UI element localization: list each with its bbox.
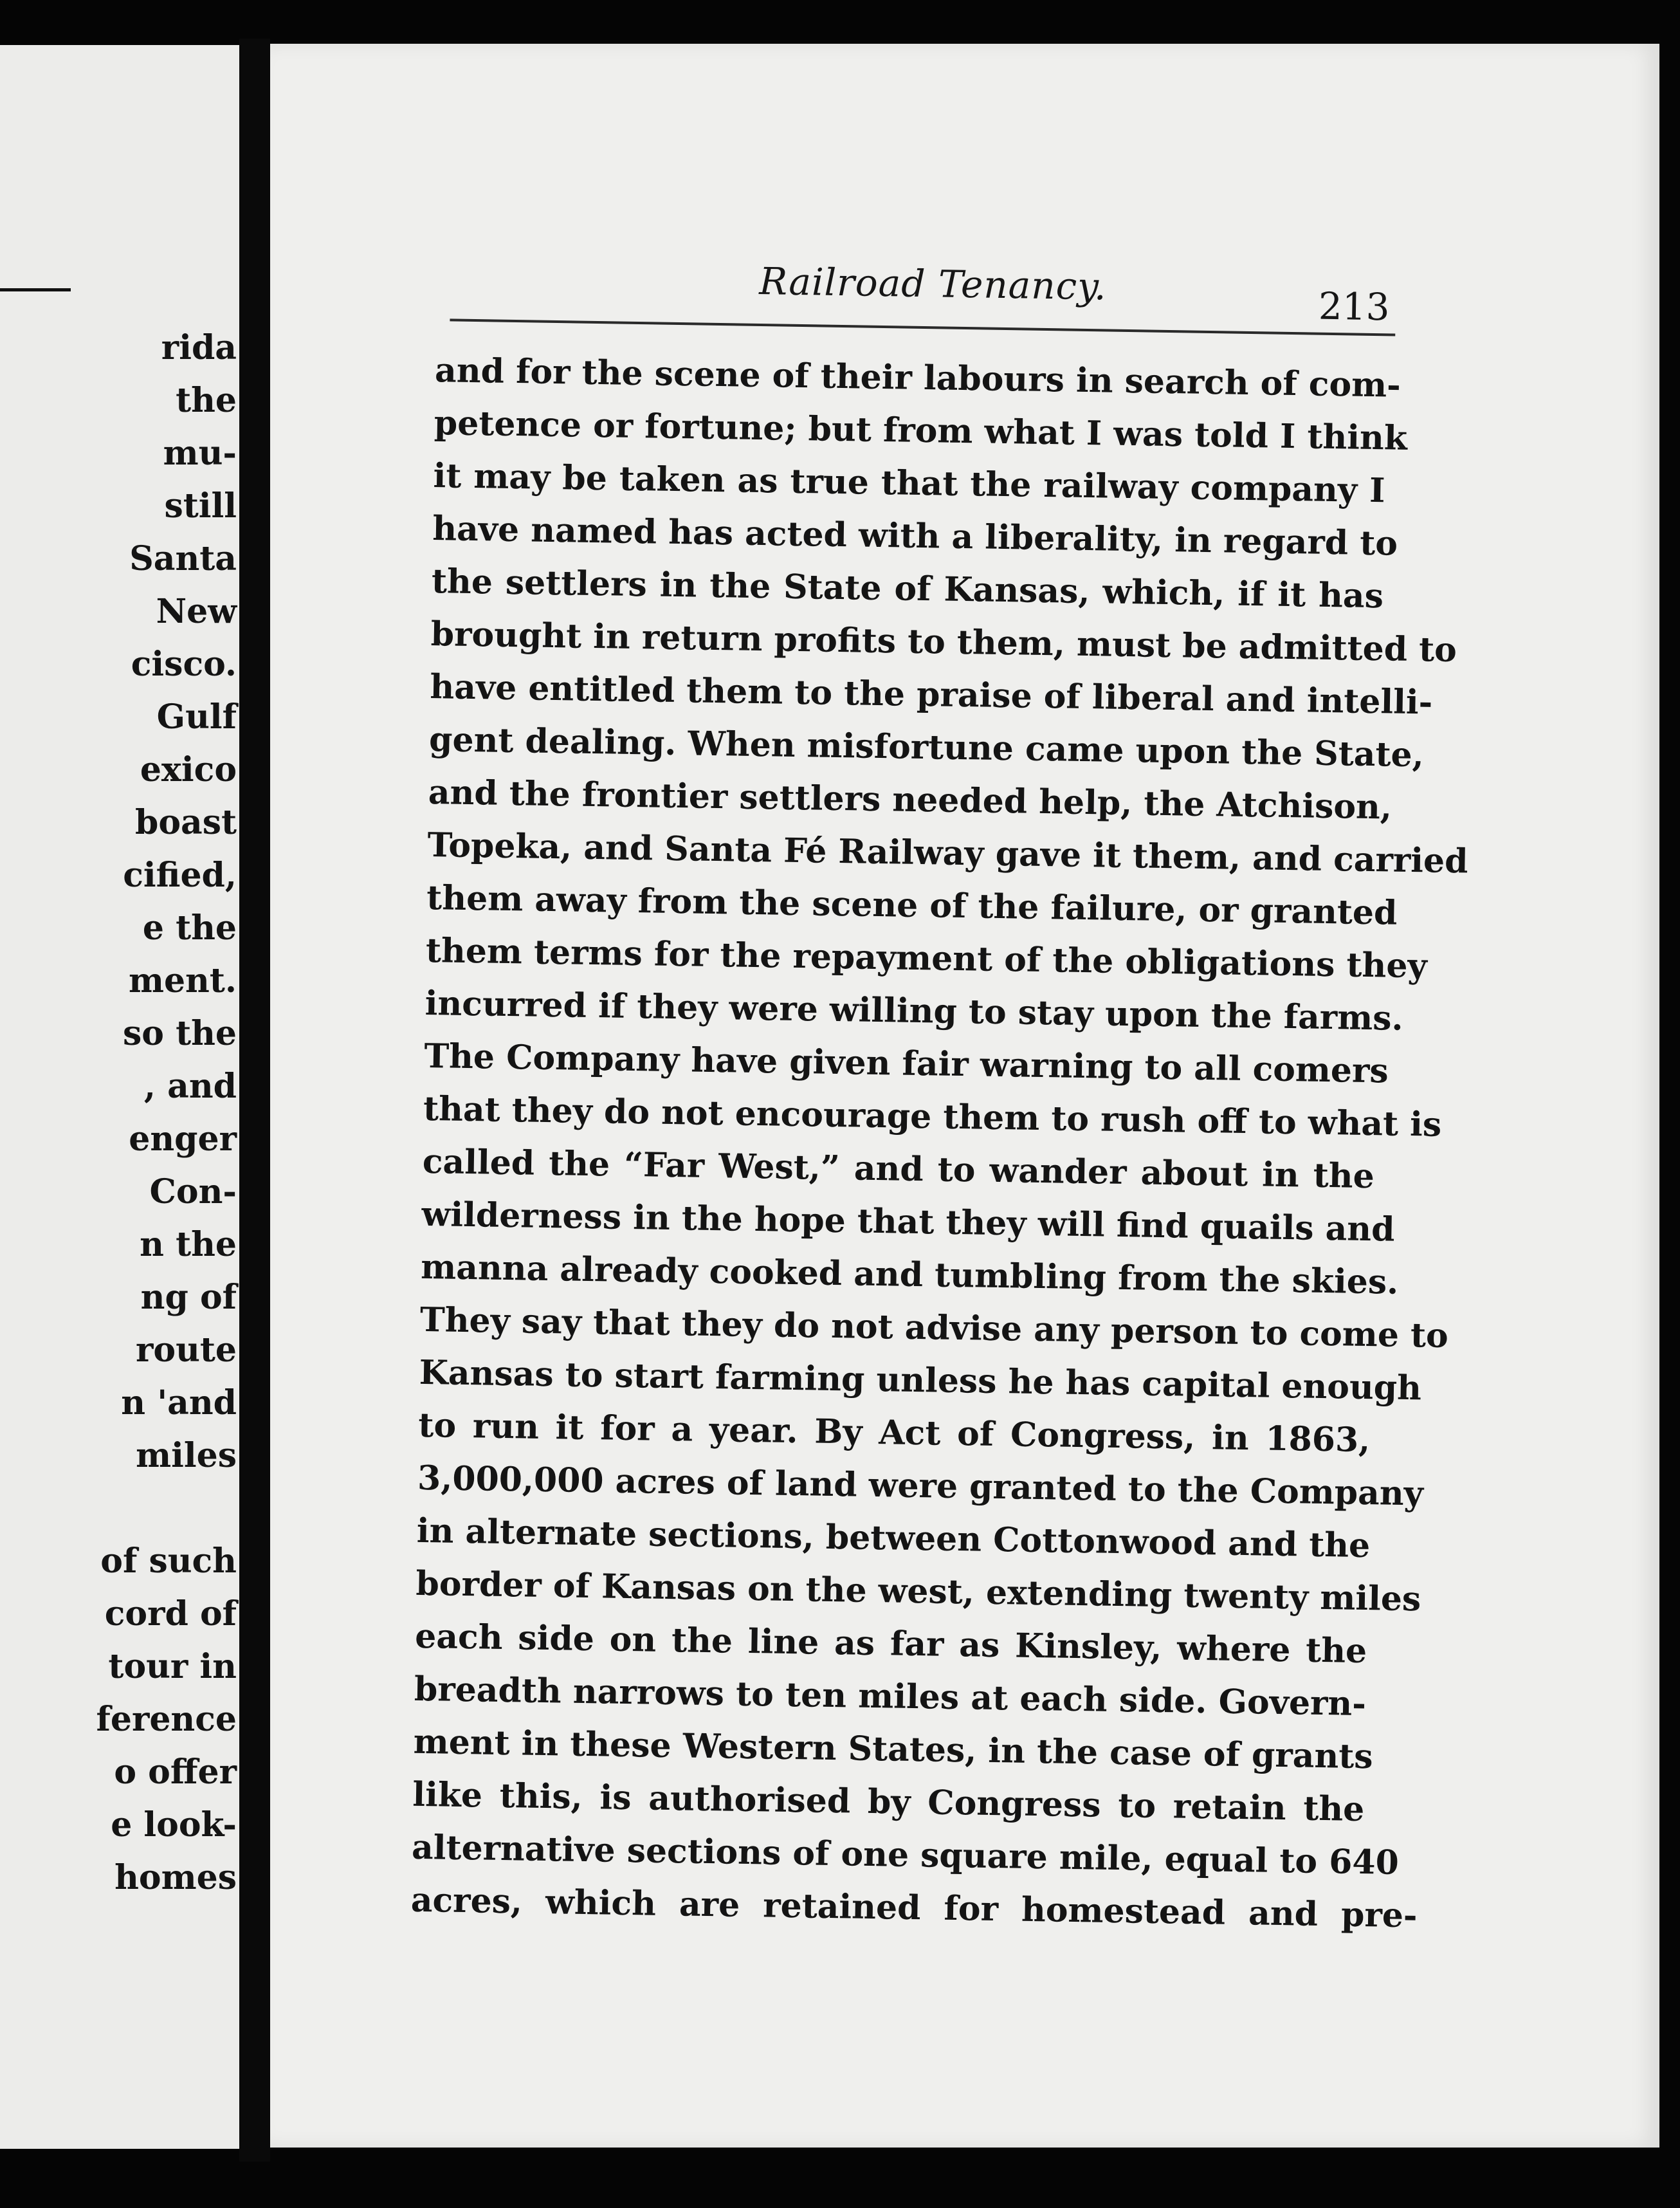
text-line: like this, is authorised by Congress to retain the xyxy=(412,1774,1365,1830)
text-line: and the frontier settlers needed help, the Atchison, xyxy=(428,772,1392,827)
left-line: miles xyxy=(136,1436,237,1475)
text-line: acres, which are retained for homestead and pre- xyxy=(410,1880,1418,1936)
left-line: ference xyxy=(96,1700,237,1739)
left-line: rida xyxy=(161,328,237,367)
header-rule xyxy=(450,318,1395,336)
text-line: Kansas to start farming unless he has capital enough xyxy=(419,1352,1422,1408)
left-line: boast xyxy=(134,803,237,842)
left-line: e look- xyxy=(111,1805,237,1845)
text-line: brought in return profits to them, must be admitted to xyxy=(430,614,1457,670)
left-line: enger xyxy=(129,1119,237,1159)
text-line: to run it for a year. By Act of Congress, in 1863, xyxy=(417,1405,1371,1460)
text-line: have named has acted with a liberality, in regard to xyxy=(432,509,1398,564)
left-line: mu- xyxy=(163,434,237,473)
text-line: wilderness in the hope that they will find quails and xyxy=(421,1194,1395,1249)
text-line: have entitled them to the praise of liberal and intelli- xyxy=(430,667,1433,722)
left-line: cisco. xyxy=(131,645,237,684)
text-line: them terms for the repayment of the obligations they xyxy=(425,930,1428,986)
text-line: and for the scene of their labours in search of com- xyxy=(434,351,1402,405)
text-line: ment in these Western States, in the case of grants xyxy=(413,1722,1374,1777)
text-line: alternative sections of one square mile, equal to 640 xyxy=(411,1827,1400,1882)
body-text xyxy=(410,344,1468,1942)
left-line: Gulf xyxy=(156,697,237,737)
page-content xyxy=(241,33,1663,2158)
text-line: them away from the scene of the failure, or granted xyxy=(426,878,1398,933)
left-line: route xyxy=(136,1330,237,1370)
text-line: 3,000,000 acres of land were granted to the Company xyxy=(417,1458,1424,1514)
left-line: ng of xyxy=(140,1278,237,1317)
left-line: ment. xyxy=(128,961,237,1000)
text-line: called the “Far West,” and to wander about in the xyxy=(422,1141,1375,1197)
left-line: the xyxy=(176,381,237,420)
left-line: so the xyxy=(123,1014,237,1053)
left-line: of such xyxy=(100,1541,237,1581)
left-line: n the xyxy=(140,1225,237,1264)
text-line: They say that they do not advise any person to come to xyxy=(419,1300,1449,1356)
left-line: homes xyxy=(114,1858,237,1897)
left-line: tour in xyxy=(108,1647,237,1686)
page-number: 213 xyxy=(1318,284,1391,329)
left-line: cord of xyxy=(104,1594,237,1633)
text-line: breadth narrows to ten miles at each side. Govern- xyxy=(414,1669,1367,1724)
left-line: Santa xyxy=(129,539,237,578)
left-line xyxy=(96,1482,237,1535)
left-line: n 'and xyxy=(121,1383,237,1422)
text-line: Topeka, and Santa Fé Railway gave it them, and carried xyxy=(427,825,1468,881)
left-line: , and xyxy=(143,1067,237,1106)
text-line: in alternate sections, between Cottonwood and the xyxy=(416,1511,1371,1566)
left-line: Con- xyxy=(149,1172,237,1211)
left-page-head-rule xyxy=(0,288,71,291)
left-facing-page xyxy=(0,45,239,2149)
left-page-text-fragments xyxy=(96,322,237,1904)
running-head: Railroad Tenancy. xyxy=(758,259,1108,309)
text-line: that they do not encourage them to rush off to what is xyxy=(423,1089,1442,1145)
text-line: each side on the line as far as Kinsley, where the xyxy=(414,1616,1367,1671)
left-line: o offer xyxy=(114,1753,237,1792)
text-line: petence or fortune; but from what I was told I think xyxy=(434,403,1408,458)
text-line: manna already cooked and tumbling from the skies. xyxy=(420,1247,1399,1302)
left-line: cified, xyxy=(123,856,237,895)
text-line: gent dealing. When misfortune came upon the State, xyxy=(428,720,1425,775)
text-line: border of Kansas on the west, extending twenty miles xyxy=(415,1563,1421,1619)
left-line: still xyxy=(164,486,237,526)
left-line: e the xyxy=(142,908,237,948)
right-page xyxy=(270,44,1659,2148)
text-line: the settlers in the State of Kansas, which, if it has xyxy=(431,562,1384,616)
text-line: The Company have given fair warning to all comers xyxy=(423,1036,1389,1091)
left-line: exico xyxy=(140,750,237,789)
text-line: incurred if they were willing to stay upon the farms. xyxy=(425,983,1404,1038)
left-line: New xyxy=(156,592,237,631)
text-line: it may be taken as true that the railway company I xyxy=(433,456,1385,511)
